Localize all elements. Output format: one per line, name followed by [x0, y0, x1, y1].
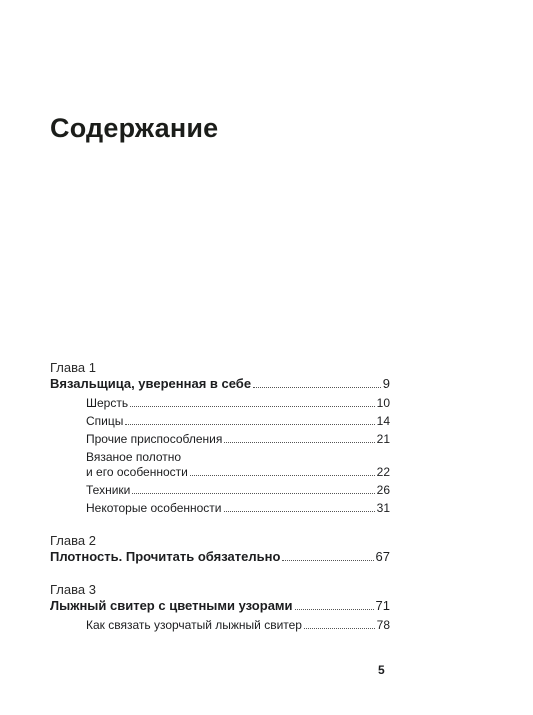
toc-entry[interactable]	[50, 618, 390, 633]
chapter-1	[50, 360, 390, 516]
page-ref: 10	[376, 396, 390, 410]
dot-leader	[125, 424, 374, 425]
section-title: Как связать узорчатый лыжный свитер	[86, 618, 302, 632]
dot-leader	[304, 628, 375, 629]
section-title: Прочие приспособления	[86, 432, 223, 446]
chapter-label: Глава 1	[50, 360, 96, 375]
page-number: 5	[378, 663, 385, 677]
page-ref: 14	[376, 414, 390, 428]
chapter-label: Глава 3	[50, 582, 96, 597]
toc-entry[interactable]	[50, 396, 390, 411]
page-ref: 67	[375, 549, 390, 564]
chapter-3	[50, 582, 390, 633]
toc-entry[interactable]	[50, 414, 390, 429]
dot-leader	[253, 387, 381, 388]
page-ref: 9	[382, 376, 390, 391]
chapter-heading: Лыжный свитер с цветными узорами	[50, 598, 293, 613]
chapter-heading: Вязальщица, уверенная в себе	[50, 376, 252, 391]
chapter-heading-row[interactable]	[50, 598, 390, 614]
section-title-line2: и его особенности	[86, 465, 188, 479]
chapter-label: Глава 2	[50, 533, 96, 548]
section-title-line1: Вязаное полотно	[86, 450, 182, 464]
page-ref: 78	[376, 618, 390, 632]
dot-leader	[224, 442, 374, 443]
section-title-line2-row	[86, 465, 390, 480]
page-ref: 21	[376, 432, 390, 446]
chapter-heading-row[interactable]	[50, 549, 390, 565]
dot-leader	[132, 493, 374, 494]
dot-leader	[130, 406, 375, 407]
table-of-contents	[50, 360, 390, 650]
toc-entry[interactable]	[50, 483, 390, 498]
page-ref: 22	[376, 465, 390, 479]
page-ref: 26	[376, 483, 390, 497]
chapter-2	[50, 533, 390, 565]
section-title: Шерсть	[86, 396, 129, 410]
dot-leader	[282, 560, 373, 561]
dot-leader	[190, 475, 375, 476]
toc-entry[interactable]	[50, 501, 390, 516]
chapter-heading: Плотность. Прочитать обязательно	[50, 549, 281, 564]
toc-entry[interactable]	[50, 450, 390, 480]
page-ref: 71	[375, 598, 390, 613]
page-ref: 31	[376, 501, 390, 515]
toc-entry[interactable]	[50, 432, 390, 447]
page-title: Содержание	[50, 113, 219, 143]
dot-leader	[224, 511, 375, 512]
section-title: Некоторые особенности	[86, 501, 222, 515]
chapter-heading-row[interactable]	[50, 376, 390, 392]
section-title: Техники	[86, 483, 131, 497]
dot-leader	[295, 609, 374, 610]
section-title: Спицы	[86, 414, 124, 428]
